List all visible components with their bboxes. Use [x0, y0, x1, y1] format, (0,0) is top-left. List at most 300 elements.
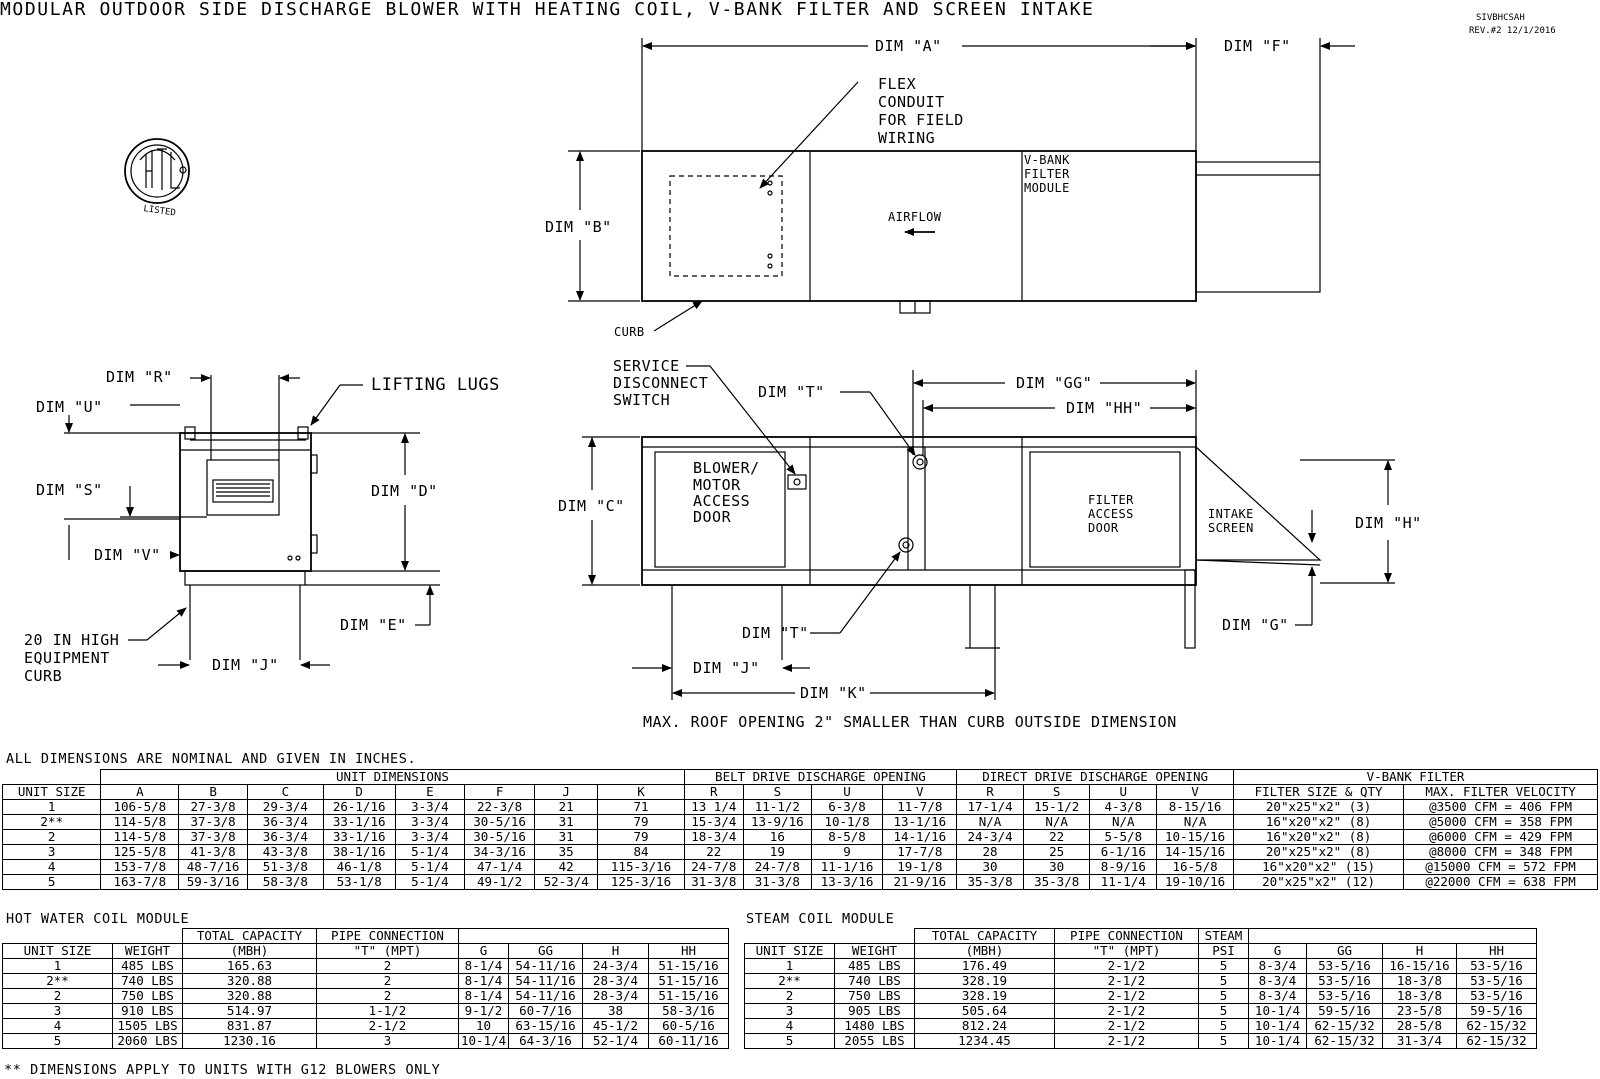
table-cell: 16-5/8 — [1157, 860, 1234, 875]
column-header: F — [465, 785, 535, 800]
curb-note-line-2: EQUIPMENT — [24, 649, 110, 667]
table-cell: 52-1/4 — [583, 1034, 649, 1049]
group-belt-drive: BELT DRIVE DISCHARGE OPENING — [684, 770, 957, 785]
column-header: K — [598, 785, 684, 800]
table-cell: 28-3/4 — [583, 989, 649, 1004]
column-header: D — [323, 785, 395, 800]
dim-t-top-label: DIM "T" — [758, 383, 825, 401]
table-row — [3, 1004, 729, 1019]
table-cell: 20"x25"x2" (12) — [1234, 875, 1404, 890]
table-cell: 11-1/2 — [744, 800, 812, 815]
table-cell: 5 — [3, 1034, 113, 1049]
vbank-module-line-2: FILTER — [1024, 167, 1070, 181]
table-cell: 750 LBS — [835, 989, 915, 1004]
table-cell: 26-1/16 — [323, 800, 395, 815]
dim-v-label: DIM "V" — [94, 546, 161, 564]
dim-j-side-label: DIM "J" — [693, 659, 760, 677]
table-cell: 16"x20"x2" (8) — [1234, 830, 1404, 845]
top-view — [545, 37, 1355, 339]
table-cell: 5 — [745, 1034, 835, 1049]
table-row — [3, 1019, 729, 1034]
table-cell: @5000 CFM = 358 FPM — [1404, 815, 1598, 830]
table-cell: 62-15/32 — [1457, 1034, 1537, 1049]
table-cell: 8-3/4 — [1249, 959, 1307, 974]
table-cell: 5 — [1199, 974, 1249, 989]
table-cell: 16 — [744, 830, 812, 845]
table-cell: 21 — [534, 800, 598, 815]
table-cell: 22 — [1023, 830, 1090, 845]
table-cell: 60-7/16 — [509, 1004, 583, 1019]
table-cell: 20"x25"x2" (8) — [1234, 845, 1404, 860]
table-cell: N/A — [957, 815, 1024, 830]
table-cell: 6-3/8 — [811, 800, 883, 815]
blower-door-line-4: DOOR — [693, 508, 732, 526]
table-cell: 24-7/8 — [744, 860, 812, 875]
table-cell: 1480 LBS — [835, 1019, 915, 1034]
table-cell: 3-3/4 — [395, 815, 465, 830]
table-cell: 1230.16 — [183, 1034, 317, 1049]
table-cell: 8-3/4 — [1249, 974, 1307, 989]
table-cell: 6-1/16 — [1090, 845, 1157, 860]
table-cell: 29-3/4 — [247, 800, 323, 815]
table-cell: 53-5/16 — [1457, 989, 1537, 1004]
column-header: R — [957, 785, 1024, 800]
steam-title: STEAM COIL MODULE — [746, 911, 895, 927]
table-cell: 153-7/8 — [101, 860, 179, 875]
table-cell: 53-5/16 — [1457, 974, 1537, 989]
table-cell: 2-1/2 — [1055, 974, 1199, 989]
table-cell: 320.88 — [183, 974, 317, 989]
column-header: UNIT SIZE — [745, 944, 835, 959]
footnote: ** DIMENSIONS APPLY TO UNITS WITH G12 BLOWERS ONLY — [4, 1062, 441, 1078]
table-cell: 5 — [1199, 1019, 1249, 1034]
table-cell: 328.19 — [915, 974, 1055, 989]
table-cell: 4 — [745, 1019, 835, 1034]
table-cell: 3-3/4 — [395, 830, 465, 845]
table-cell: 1-1/2 — [317, 1004, 459, 1019]
column-header: V — [1157, 785, 1234, 800]
dimensions-table — [2, 769, 1598, 890]
table-cell: 18-3/8 — [1383, 974, 1457, 989]
table-cell: 1 — [3, 800, 101, 815]
table-cell: 38-1/16 — [323, 845, 395, 860]
dim-k-label: DIM "K" — [800, 684, 867, 702]
table-cell: 10-1/8 — [811, 815, 883, 830]
vbank-module-line-3: MODULE — [1024, 181, 1070, 195]
table-cell: 47-1/4 — [465, 860, 535, 875]
table-cell: 2 — [317, 989, 459, 1004]
flex-conduit-line-3: FOR FIELD — [878, 111, 964, 129]
table-cell: 53-5/16 — [1307, 989, 1383, 1004]
table-cell: 114-5/8 — [101, 830, 179, 845]
hot-water-header-row — [3, 944, 729, 959]
table-cell: 2060 LBS — [113, 1034, 183, 1049]
hot-water-group-header-row — [3, 929, 729, 944]
table-cell: 3 — [317, 1034, 459, 1049]
table-cell: 34-3/16 — [465, 845, 535, 860]
table-cell: 33-1/16 — [323, 830, 395, 845]
intake-screen-line-1: INTAKE — [1208, 507, 1254, 521]
table-cell: 24-3/4 — [583, 959, 649, 974]
table-cell: @3500 CFM = 406 FPM — [1404, 800, 1598, 815]
service-switch-line-1: SERVICE — [613, 357, 680, 375]
table-cell: 35-3/8 — [957, 875, 1024, 890]
blower-door-line-3: ACCESS — [693, 492, 751, 510]
table-cell: N/A — [1157, 815, 1234, 830]
table-cell: 1 — [745, 959, 835, 974]
table-cell: 750 LBS — [113, 989, 183, 1004]
table-row — [3, 860, 1598, 875]
st-pipe-connection-header: PIPE CONNECTION — [1055, 929, 1199, 944]
table-row — [3, 875, 1598, 890]
column-header: A — [101, 785, 179, 800]
table-cell: 8-15/16 — [1157, 800, 1234, 815]
table-cell: 125-3/16 — [598, 875, 684, 890]
service-switch-line-2: DISCONNECT — [613, 374, 709, 392]
table-cell: 2 — [745, 989, 835, 1004]
table-cell: 18-3/4 — [684, 830, 743, 845]
table-cell: 19 — [744, 845, 812, 860]
hot-water-table — [2, 928, 729, 1049]
table-cell: 53-1/8 — [323, 875, 395, 890]
table-row — [3, 959, 729, 974]
table-cell: 37-3/8 — [179, 830, 248, 845]
group-unit-dimensions: UNIT DIMENSIONS — [101, 770, 684, 785]
table-cell: 10-1/4 — [459, 1034, 509, 1049]
filter-door-line-3: DOOR — [1088, 521, 1119, 535]
table-cell: 2-1/2 — [317, 1019, 459, 1034]
column-header: GG — [1307, 944, 1383, 959]
dim-f-label: DIM "F" — [1224, 37, 1291, 55]
table-cell: 43-3/8 — [247, 845, 323, 860]
column-header: PSI — [1199, 944, 1249, 959]
table-cell: 20"x25"x2" (3) — [1234, 800, 1404, 815]
dim-a-label: DIM "A" — [875, 37, 942, 55]
roof-opening-note: MAX. ROOF OPENING 2" SMALLER THAN CURB OUTSIDE DIMENSION — [643, 713, 1177, 731]
table-cell: 4 — [3, 860, 101, 875]
table-cell: 2** — [3, 974, 113, 989]
table-cell: 2-1/2 — [1055, 989, 1199, 1004]
table-cell: 8-1/4 — [459, 974, 509, 989]
table-cell: 24-7/8 — [684, 860, 743, 875]
table-cell: 53-5/16 — [1307, 974, 1383, 989]
etl-listed-logo — [125, 139, 189, 219]
table-cell: 41-3/8 — [179, 845, 248, 860]
table-cell: 28-3/4 — [583, 974, 649, 989]
table-cell: 905 LBS — [835, 1004, 915, 1019]
table-cell: @22000 CFM = 638 FPM — [1404, 875, 1598, 890]
table-cell: 64-3/16 — [509, 1034, 583, 1049]
column-header: HH — [1457, 944, 1537, 959]
table-cell: 11-7/8 — [883, 800, 957, 815]
filter-door-line-2: ACCESS — [1088, 507, 1134, 521]
column-header: R — [684, 785, 743, 800]
table-cell: 19-10/16 — [1157, 875, 1234, 890]
intake-screen-line-2: SCREEN — [1208, 521, 1254, 535]
table-row — [3, 974, 729, 989]
table-cell: 514.97 — [183, 1004, 317, 1019]
dimensions-group-header-row — [3, 770, 1598, 785]
table-cell: 10-15/16 — [1157, 830, 1234, 845]
table-cell: 63-15/16 — [509, 1019, 583, 1034]
blower-door-line-2: MOTOR — [693, 476, 741, 494]
table-cell: 2 — [317, 959, 459, 974]
table-cell: 59-5/16 — [1307, 1004, 1383, 1019]
table-cell: 51-15/16 — [649, 974, 729, 989]
table-cell: 54-11/16 — [509, 974, 583, 989]
lifting-lugs-label: LIFTING LUGS — [371, 375, 500, 395]
table-cell: 36-3/4 — [247, 815, 323, 830]
column-header: "T" (MPT) — [1055, 944, 1199, 959]
table-cell: 10-1/4 — [1249, 1004, 1307, 1019]
table-row — [745, 974, 1537, 989]
table-cell: 11-1/4 — [1090, 875, 1157, 890]
table-cell: 3 — [745, 1004, 835, 1019]
dim-e-label: DIM "E" — [340, 616, 407, 634]
group-direct-drive: DIRECT DRIVE DISCHARGE OPENING — [957, 770, 1234, 785]
table-cell: 30-5/16 — [465, 830, 535, 845]
dim-r-label: DIM "R" — [106, 368, 173, 386]
table-cell: 5 — [3, 875, 101, 890]
column-header: HH — [649, 944, 729, 959]
table-cell: 58-3/8 — [247, 875, 323, 890]
table-cell: 14-1/16 — [883, 830, 957, 845]
table-cell: 505.64 — [915, 1004, 1055, 1019]
table-cell: 125-5/8 — [101, 845, 179, 860]
table-cell: 328.19 — [915, 989, 1055, 1004]
table-cell: 84 — [598, 845, 684, 860]
table-cell: 10 — [459, 1019, 509, 1034]
table-cell: 54-11/16 — [509, 989, 583, 1004]
column-header: WEIGHT — [835, 944, 915, 959]
column-header: MAX. FILTER VELOCITY — [1404, 785, 1598, 800]
table-cell: 8-3/4 — [1249, 989, 1307, 1004]
table-cell: 115-3/16 — [598, 860, 684, 875]
column-header: UNIT SIZE — [3, 785, 101, 800]
dimensions-header-row — [3, 785, 1598, 800]
drawing-revision: REV.#2 12/1/2016 — [1469, 26, 1556, 36]
table-cell: 2-1/2 — [1055, 1019, 1199, 1034]
filter-door-line-1: FILTER — [1088, 493, 1134, 507]
dimensions-body — [3, 800, 1598, 890]
table-cell: 15-1/2 — [1023, 800, 1090, 815]
table-row — [745, 989, 1537, 1004]
table-cell: 165.63 — [183, 959, 317, 974]
table-cell: @8000 CFM = 348 FPM — [1404, 845, 1598, 860]
table-cell: 30 — [957, 860, 1024, 875]
column-header: V — [883, 785, 957, 800]
airflow-label: AIRFLOW — [888, 210, 942, 224]
table-row — [3, 830, 1598, 845]
svg-text:LISTED: LISTED — [142, 204, 177, 219]
table-row — [3, 1034, 729, 1049]
column-header: S — [1023, 785, 1090, 800]
dim-hh-label: DIM "HH" — [1066, 399, 1143, 417]
table-cell: @15000 CFM = 572 FPM — [1404, 860, 1598, 875]
dimensions-note: ALL DIMENSIONS ARE NOMINAL AND GIVEN IN INCHES. — [6, 751, 417, 767]
table-cell: 11-1/16 — [811, 860, 883, 875]
table-cell: 13-1/16 — [883, 815, 957, 830]
table-cell: 10-1/4 — [1249, 1034, 1307, 1049]
column-header: H — [583, 944, 649, 959]
table-cell: 910 LBS — [113, 1004, 183, 1019]
side-view — [558, 357, 1422, 731]
column-header: B — [179, 785, 248, 800]
table-cell: 21-9/16 — [883, 875, 957, 890]
table-cell: N/A — [1090, 815, 1157, 830]
table-row — [745, 959, 1537, 974]
table-cell: 35 — [534, 845, 598, 860]
table-cell: 35-3/8 — [1023, 875, 1090, 890]
steam-body — [745, 959, 1537, 1049]
column-header: "T" (MPT) — [317, 944, 459, 959]
table-cell: 53-5/16 — [1307, 959, 1383, 974]
steam-group-header-row — [745, 929, 1537, 944]
table-cell: 30 — [1023, 860, 1090, 875]
table-cell: 37-3/8 — [179, 815, 248, 830]
table-cell: 8-1/4 — [459, 989, 509, 1004]
column-header: E — [395, 785, 465, 800]
table-cell: 51-15/16 — [649, 989, 729, 1004]
table-cell: 16"x20"x2" (8) — [1234, 815, 1404, 830]
table-cell: 49-1/2 — [465, 875, 535, 890]
table-cell: 31-3/8 — [744, 875, 812, 890]
table-cell: 2-1/2 — [1055, 1034, 1199, 1049]
table-cell: 4 — [3, 1019, 113, 1034]
table-cell: 52-3/4 — [534, 875, 598, 890]
column-header: UNIT SIZE — [3, 944, 113, 959]
table-cell: 2055 LBS — [835, 1034, 915, 1049]
table-cell: 31-3/8 — [684, 875, 743, 890]
table-cell: 59-5/16 — [1457, 1004, 1537, 1019]
table-cell: 5 — [1199, 989, 1249, 1004]
table-cell: 1 — [3, 959, 113, 974]
table-cell: 8-9/16 — [1090, 860, 1157, 875]
table-cell: @6000 CFM = 429 FPM — [1404, 830, 1598, 845]
table-cell: 5-5/8 — [1090, 830, 1157, 845]
table-cell: 8-5/8 — [811, 830, 883, 845]
column-header: U — [811, 785, 883, 800]
table-row — [3, 815, 1598, 830]
table-cell: 13-3/16 — [811, 875, 883, 890]
column-header: (MBH) — [915, 944, 1055, 959]
table-row — [3, 989, 729, 1004]
table-cell: 9-1/2 — [459, 1004, 509, 1019]
table-cell: 25 — [1023, 845, 1090, 860]
service-switch-line-3: SWITCH — [613, 391, 671, 409]
table-cell: 10-1/4 — [1249, 1019, 1307, 1034]
column-header: GG — [509, 944, 583, 959]
table-cell: 46-1/8 — [323, 860, 395, 875]
table-cell: 1505 LBS — [113, 1019, 183, 1034]
group-vbank-filter: V-BANK FILTER — [1234, 770, 1598, 785]
table-cell: 59-3/16 — [179, 875, 248, 890]
table-cell: 22-3/8 — [465, 800, 535, 815]
dim-t-bottom-label: DIM "T" — [742, 624, 809, 642]
table-cell: 71 — [598, 800, 684, 815]
table-cell: 2** — [3, 815, 101, 830]
table-cell: 8-1/4 — [459, 959, 509, 974]
table-row — [3, 800, 1598, 815]
table-cell: 485 LBS — [113, 959, 183, 974]
table-cell: 740 LBS — [113, 974, 183, 989]
hot-water-body — [3, 959, 729, 1049]
steam-table — [744, 928, 1537, 1049]
table-cell: 5 — [1199, 1004, 1249, 1019]
table-cell: 16"x20"x2" (15) — [1234, 860, 1404, 875]
table-cell: 4-3/8 — [1090, 800, 1157, 815]
table-cell: 5 — [1199, 959, 1249, 974]
table-cell: 42 — [534, 860, 598, 875]
hw-pipe-connection-header: PIPE CONNECTION — [317, 929, 459, 944]
table-cell: 23-5/8 — [1383, 1004, 1457, 1019]
dim-j-end-label: DIM "J" — [212, 656, 279, 674]
table-cell: 33-1/16 — [323, 815, 395, 830]
flex-conduit-line-4: WIRING — [878, 129, 936, 147]
table-cell: 79 — [598, 830, 684, 845]
table-cell: 320.88 — [183, 989, 317, 1004]
column-header: H — [1383, 944, 1457, 959]
table-cell: 2 — [3, 830, 101, 845]
table-cell: 485 LBS — [835, 959, 915, 974]
dim-h-label: DIM "H" — [1355, 514, 1422, 532]
table-cell: 17-1/4 — [957, 800, 1024, 815]
table-cell: 114-5/8 — [101, 815, 179, 830]
table-cell: 60-5/16 — [649, 1019, 729, 1034]
table-cell: 5-1/4 — [395, 860, 465, 875]
table-cell: 24-3/4 — [957, 830, 1024, 845]
table-cell: 1234.45 — [915, 1034, 1055, 1049]
table-cell: 2 — [317, 974, 459, 989]
table-row — [745, 1004, 1537, 1019]
dim-gg-label: DIM "GG" — [1016, 374, 1093, 392]
column-header: WEIGHT — [113, 944, 183, 959]
table-cell: 3-3/4 — [395, 800, 465, 815]
table-cell: 51-3/8 — [247, 860, 323, 875]
flex-conduit-line-2: CONDUIT — [878, 93, 945, 111]
dim-d-label: DIM "D" — [371, 482, 438, 500]
table-cell: 51-15/16 — [649, 959, 729, 974]
table-cell: 2** — [745, 974, 835, 989]
table-cell: 812.24 — [915, 1019, 1055, 1034]
table-cell: 13 1/4 — [684, 800, 743, 815]
table-cell: 31-3/4 — [1383, 1034, 1457, 1049]
table-cell: 28-5/8 — [1383, 1019, 1457, 1034]
table-cell: 831.87 — [183, 1019, 317, 1034]
table-cell: 14-15/16 — [1157, 845, 1234, 860]
table-cell: 53-5/16 — [1457, 959, 1537, 974]
table-cell: 17-7/8 — [883, 845, 957, 860]
table-cell: 106-5/8 — [101, 800, 179, 815]
table-cell: 27-3/8 — [179, 800, 248, 815]
curb-note-line-1: 20 IN HIGH — [24, 631, 120, 649]
table-cell: 2 — [3, 989, 113, 1004]
column-header: FILTER SIZE & QTY — [1234, 785, 1404, 800]
curb-label: CURB — [614, 325, 645, 339]
table-cell: 9 — [811, 845, 883, 860]
table-cell: 38 — [583, 1004, 649, 1019]
blower-door-line-1: BLOWER/ — [693, 459, 760, 477]
table-cell: 2-1/2 — [1055, 959, 1199, 974]
table-cell: 30-5/16 — [465, 815, 535, 830]
table-row — [745, 1034, 1537, 1049]
column-header: S — [744, 785, 812, 800]
st-steam-header: STEAM — [1199, 929, 1249, 944]
table-cell: 176.49 — [915, 959, 1055, 974]
table-cell: 28 — [957, 845, 1024, 860]
table-cell: 60-11/16 — [649, 1034, 729, 1049]
table-cell: 58-3/16 — [649, 1004, 729, 1019]
